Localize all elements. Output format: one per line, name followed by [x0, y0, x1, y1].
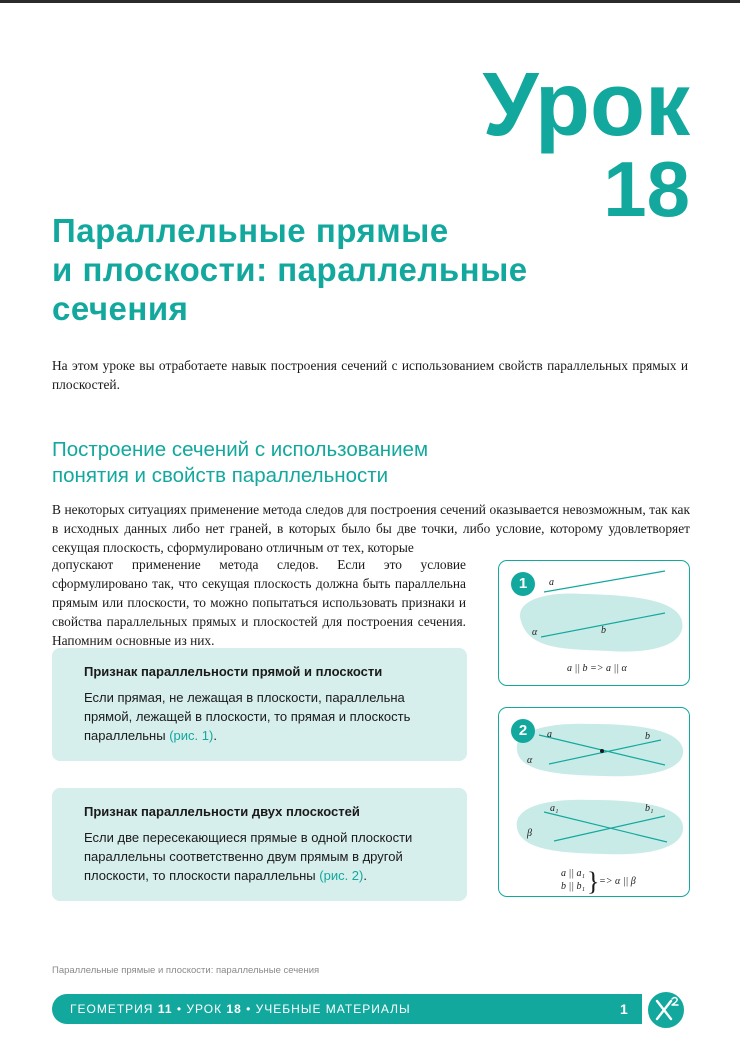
label-beta: β — [527, 828, 532, 839]
theorem-statement: Если прямая, не лежащая в плоскости, параллельна прямой, лежащей в плоскости, то прямая и плоскость параллельны — [84, 689, 411, 743]
label-alpha: α — [527, 755, 533, 766]
footer-subject: ГЕОМЕТРИЯ — [70, 1002, 154, 1016]
figure-2 — [498, 707, 690, 897]
lesson-number: 18 — [603, 145, 690, 233]
intersection-point — [600, 749, 604, 753]
lesson-label: Урок — [482, 55, 690, 155]
figure-1 — [498, 560, 690, 686]
title-line-3: сечения — [52, 289, 189, 327]
label-b: b — [601, 625, 606, 636]
top-rule — [0, 0, 740, 3]
section-heading-line-1: Построение сечений с использованием — [52, 438, 429, 461]
label-b: b — [645, 731, 650, 742]
theorem-statement: Если две пересекающиеся прямые в одной плоскости параллельны соответственно двум прямым в другой плоскости, то плоскости параллельны — [84, 829, 413, 883]
label-a: a — [547, 729, 552, 740]
footer-separator: • — [246, 1002, 252, 1016]
theorem-box-two-planes — [52, 788, 467, 901]
theorem-box-line-plane — [52, 648, 467, 761]
condition-a-parallel-a1: a || a₁ — [561, 868, 585, 879]
title-line-2: и плоскости: параллельные — [52, 250, 528, 288]
label-b1: b₁ — [645, 803, 654, 814]
theorem-text — [84, 829, 453, 886]
plane-beta — [517, 800, 683, 855]
figure-number-badge: 1 — [511, 572, 535, 596]
title-line-1: Параллельные прямые — [52, 212, 449, 249]
condition-b-parallel-b1: b || b₁ — [561, 881, 585, 892]
figure-reference-link[interactable]: (рис. 2) — [319, 867, 364, 883]
brace-symbol: } — [587, 867, 600, 896]
section-heading-line-2: понятия и свойств параллельности — [52, 464, 389, 488]
conclusion-planes-parallel: => α || β — [599, 876, 636, 887]
section-heading — [52, 437, 612, 489]
footer-grade: 11 — [157, 1002, 173, 1016]
theorem-title: Признак параллельности прямой и плоскости — [84, 664, 383, 679]
plane-alpha — [520, 593, 682, 651]
figure-1-caption: a || b => a || α — [567, 663, 627, 674]
footer-materials: УЧЕБНЫЕ МАТЕРИАЛЫ — [255, 1002, 411, 1016]
logo-mark — [648, 992, 684, 1028]
theorem-title: Признак параллельности двух плоскостей — [84, 804, 360, 819]
footer-text — [70, 1003, 411, 1015]
footer-lesson-label: УРОК — [186, 1002, 223, 1016]
page-number: 1 — [620, 1001, 628, 1017]
running-footer-caption: Параллельные прямые и плоскости: параллельные сечения — [52, 965, 320, 976]
theorem-text — [84, 689, 453, 746]
page-title — [52, 212, 692, 329]
label-a1: a₁ — [550, 803, 559, 814]
x-squared-logo-icon — [646, 990, 686, 1030]
body-paragraph-2: допускают применение метода следов. Если это условие сформулировано так, что секущая плоскость должна быть параллельна прямым или плоскости, то можно попытаться использовать признаки и свойства параллельных прямых и плоскостей для построения сечения. Напомним основные из них. — [52, 557, 466, 649]
figure-reference-link[interactable]: (рис. 1) — [169, 727, 214, 743]
label-alpha: α — [532, 627, 538, 638]
theorem-end: . — [213, 727, 217, 743]
theorem-end: . — [363, 867, 367, 883]
line-a — [544, 571, 665, 592]
figure-number-badge: 2 — [511, 719, 535, 743]
footer-separator: • — [176, 1002, 183, 1016]
footer-lesson-number: 18 — [226, 1002, 242, 1016]
body-paragraph-1: В некоторых ситуациях применение метода следов для построения сечений оказывается невозможным, так как в исходных данных либо нет граней, в которых было бы две точки, либо условие, которому удовлетворяет секущая плоскость, сформулировано отличным от тех, которые — [52, 502, 690, 556]
label-a: a — [549, 577, 554, 588]
intro-paragraph: На этом уроке вы отработаете навык построения сечений с использованием свойств параллельных прямых и плоскостей. — [52, 358, 688, 392]
